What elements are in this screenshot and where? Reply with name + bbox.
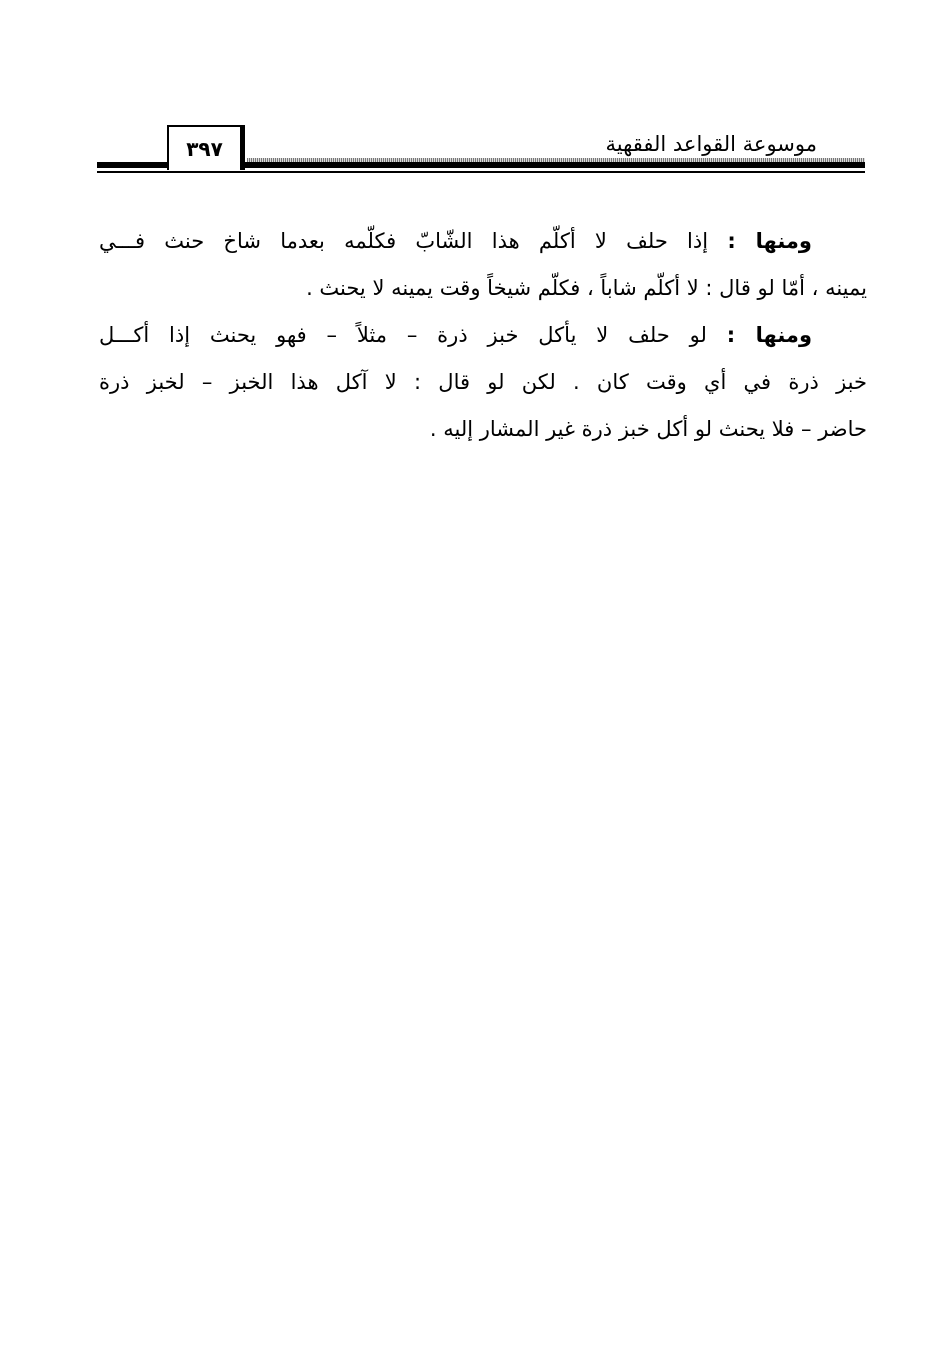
page-header — [97, 122, 865, 182]
paragraph-1-line-2: يمينه ، أمّا لو قال : لا أكلّم شاباً ، فكلّم شيخاً وقت يمينه لا يحنث . — [306, 276, 867, 300]
paragraph-2-text-1: لو حلف لا يأكل خبز ذرة – مثلاً – فهو يحنث إذا أكـــل — [99, 323, 707, 347]
paragraph-1-line-1 — [99, 218, 867, 265]
paragraph-2-line-2: خبز ذرة في أي وقت كان . لكن لو قال : لا آكل هذا الخبز – لخبز ذرة — [99, 370, 867, 394]
paragraph-2-lead: ومنها : — [726, 323, 812, 347]
body-text — [99, 218, 867, 453]
paragraph-1-text-1: إذا حلف لا أكلّم هذا الشّابّ فكلّمه بعدما شاخ حنث فـــي — [99, 229, 709, 253]
page-number: ٣٩٧ — [167, 125, 245, 170]
book-title: موسوعة القواعد الفقهية — [605, 132, 817, 156]
paragraph-1-lead: ومنها : — [727, 229, 812, 253]
header-rule-thin — [97, 171, 865, 173]
paragraph-2-line-3: حاضر – فلا يحنث لو أكل خبز ذرة غير المشار إليه . — [429, 417, 867, 441]
paragraph-2-line-1 — [99, 312, 867, 359]
